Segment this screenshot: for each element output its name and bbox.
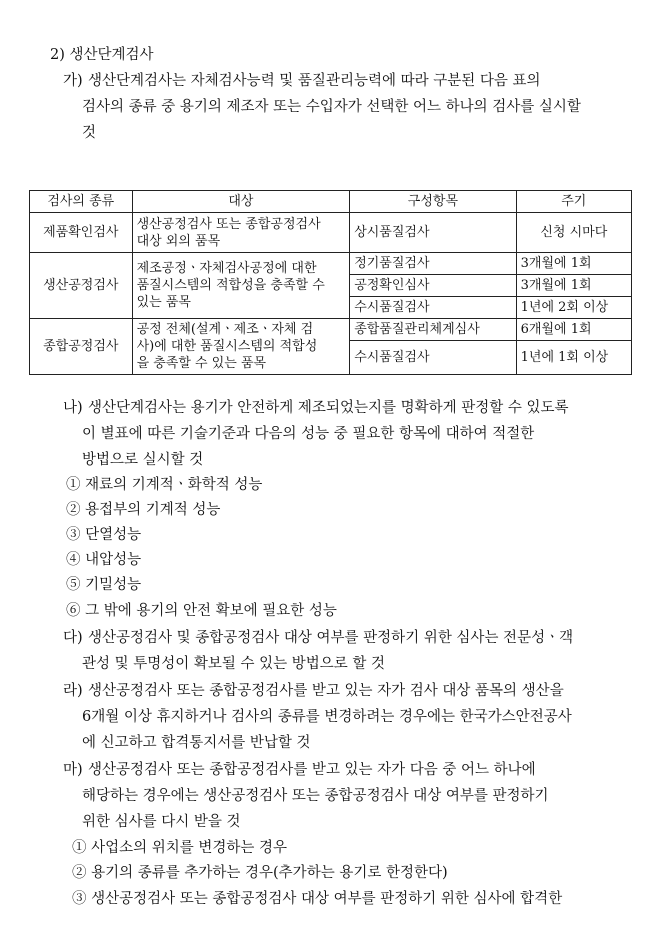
- inspection-cycle: 신청 시마다: [516, 213, 631, 253]
- target-line: 공정 전체(설계ㆍ제조ㆍ자체 검: [136, 322, 314, 337]
- item-na-line: 생산단계검사는 용기가 안전하게 제조되었는지를 명확하게 판정할 수 있도록: [88, 400, 569, 416]
- item-ga-line: 검사의 종류 중 용기의 제조자 또는 수입자가 선택한 어느 하나의 검사를 실시할: [82, 99, 581, 115]
- item-ma-sub: ② 용기의 종류를 추가하는 경우(추가하는 용기로 한정한다): [72, 865, 448, 881]
- inspection-target: [132, 253, 350, 319]
- item-ma-sub: ① 사업소의 위치를 변경하는 경우: [72, 840, 288, 856]
- inspection-item: 정기품질검사: [350, 253, 516, 275]
- inspection-table: [29, 190, 632, 375]
- table-row: [30, 253, 632, 275]
- item-ma-line: 생산공정검사 또는 종합공정검사를 받고 있는 자가 다음 중 어느 하나에: [88, 762, 536, 778]
- target-line: 대상 외의 품목: [136, 233, 221, 249]
- item-na-sub: ⑤ 기밀성능: [66, 577, 142, 593]
- table-row: [30, 319, 632, 341]
- section-title: 2) 생산단계검사: [50, 47, 154, 63]
- inspection-type: 생산공정검사: [30, 253, 133, 319]
- target-line: 생산공정검사 또는 종합공정검사: [136, 216, 321, 232]
- item-na-sub: ⑥ 그 밖에 용기의 안전 확보에 필요한 성능: [66, 603, 337, 619]
- table-header: 대상: [132, 191, 350, 213]
- inspection-item: 수시품질검사: [350, 297, 516, 319]
- inspection-item: 종합품질관리체계심사: [350, 319, 516, 341]
- item-da-marker: 다): [63, 630, 83, 646]
- item-na-line: 이 별표에 따른 기술기준과 다음의 성능 중 필요한 항목에 대하여 적절한: [82, 426, 535, 442]
- item-na-sub: ① 재료의 기계적ㆍ화학적 성능: [66, 477, 263, 493]
- target-line: 을 충족할 수 있는 품목: [136, 356, 267, 371]
- inspection-type: 제품확인검사: [30, 213, 133, 253]
- table-header-row: [30, 191, 632, 213]
- table-header: 구성항목: [350, 191, 516, 213]
- item-ma-line: 해당하는 경우에는 생산공정검사 또는 종합공정검사 대상 여부를 판정하기: [82, 788, 549, 804]
- item-na-line: 방법으로 실시할 것: [82, 452, 204, 468]
- item-ga-line: 생산단계검사는 자체검사능력 및 품질관리능력에 따라 구분된 다음 표의: [88, 73, 541, 89]
- item-ga-line: 것: [82, 125, 97, 141]
- inspection-cycle: 3개월에 1회: [516, 275, 631, 297]
- item-da-line: 생산공정검사 및 종합공정검사 대상 여부를 판정하기 위한 심사는 전문성ㆍ객: [88, 630, 574, 646]
- item-na-sub: ③ 단열성능: [66, 527, 142, 543]
- item-ra-line: 생산공정검사 또는 종합공정검사를 받고 있는 자가 검사 대상 품목의 생산을: [88, 683, 564, 699]
- target-line: 있는 품목: [136, 295, 191, 310]
- item-na-marker: 나): [63, 400, 83, 416]
- inspection-item: 공정확인심사: [350, 275, 516, 297]
- inspection-item: 수시품질검사: [350, 341, 516, 375]
- target-line: 품질시스템의 적합성을 충족할 수: [136, 278, 325, 293]
- inspection-item: 상시품질검사: [350, 213, 516, 253]
- table-row: [30, 213, 632, 253]
- inspection-target: [132, 319, 350, 375]
- inspection-target: [132, 213, 350, 253]
- table-header: 주기: [516, 191, 631, 213]
- table-header: 검사의 종류: [30, 191, 133, 213]
- item-da-line: 관성 및 투명성이 확보될 수 있는 방법으로 할 것: [82, 656, 386, 672]
- item-na-sub: ② 용접부의 기계적 성능: [66, 502, 221, 518]
- target-line: 사)에 대한 품질시스템의 적합성: [136, 339, 318, 354]
- item-ra-line: 6개월 이상 휴지하거나 검사의 종류를 변경하려는 경우에는 한국가스안전공사: [82, 709, 572, 725]
- inspection-cycle: 3개월에 1회: [516, 253, 631, 275]
- item-ma-marker: 마): [63, 762, 83, 778]
- inspection-cycle: 6개월에 1회: [516, 319, 631, 341]
- item-ra-marker: 라): [63, 683, 83, 699]
- item-ra-line: 에 신고하고 합격통지서를 반납할 것: [82, 735, 311, 751]
- item-ga-marker: 가): [63, 73, 83, 89]
- inspection-cycle: 1년에 1회 이상: [516, 341, 631, 375]
- inspection-type: 종합공정검사: [30, 319, 133, 375]
- inspection-cycle: 1년에 2회 이상: [516, 297, 631, 319]
- item-ma-line: 위한 심사를 다시 받을 것: [82, 814, 241, 830]
- target-line: 제조공정ㆍ자체검사공정에 대한: [136, 261, 317, 276]
- item-ma-sub: ③ 생산공정검사 또는 종합공정검사 대상 여부를 판정하기 위한 심사에 합격한: [72, 891, 563, 907]
- item-na-sub: ④ 내압성능: [66, 552, 142, 568]
